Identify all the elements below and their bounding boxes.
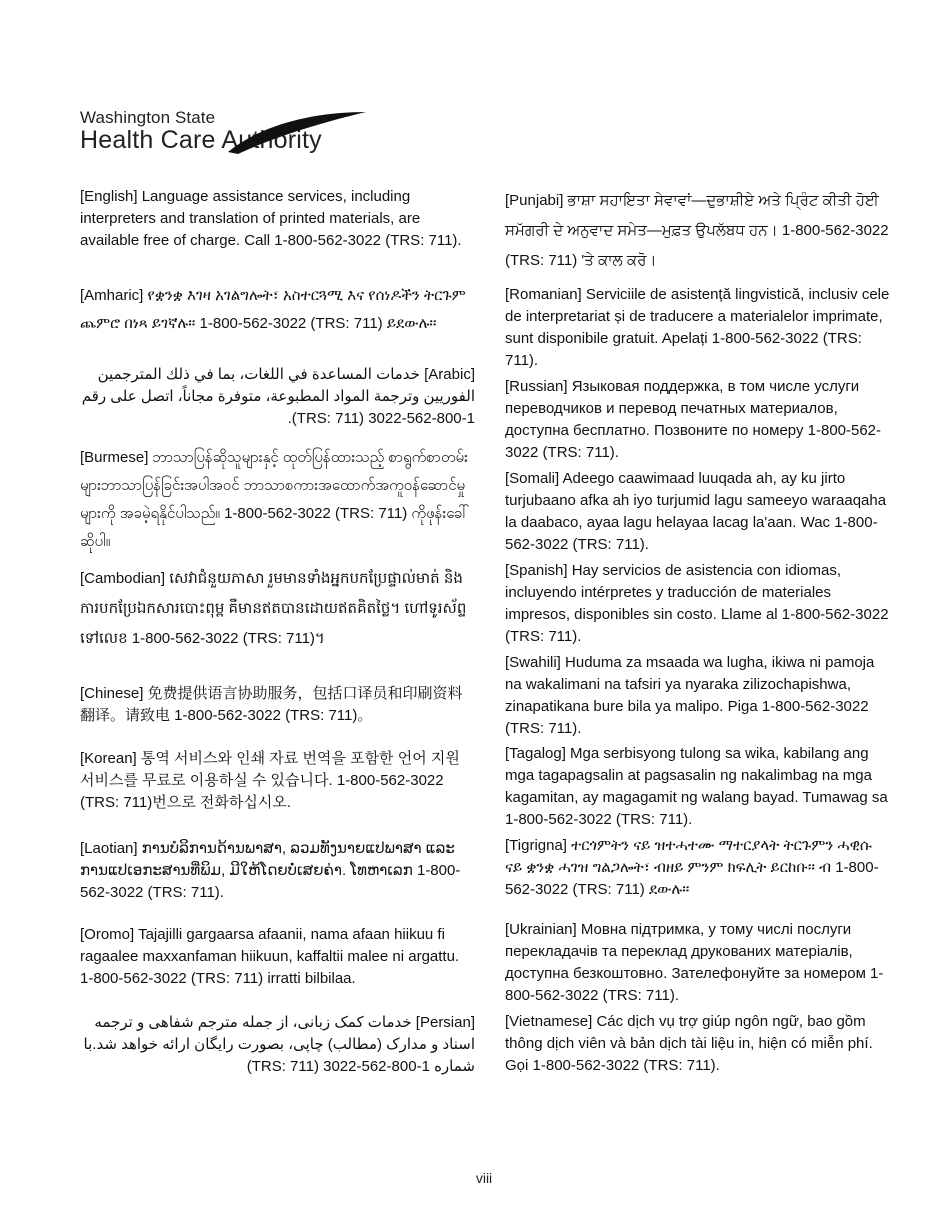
entry-cambodian: [Cambodian] សេវាជំនួយភាសា រួមមានទាំងអ្នកបកប្រែផ្ទាល់មាត់ និង ការបកប្រែឯកសារបោះពុម្ព គឺមានឥតបានដោយឥតគិតថ្លៃ។ ហៅទូរស័ព្ទទៅលេខ 1-800-562-3022 (TRS: 711)។ xyxy=(80,570,467,647)
entry-amharic: [Amharic] የቋንቋ እገዛ አገልግሎት፣ አስተርጓሚ እና የሰነዶችን ትርጉም ጨምሮ በነጻ ይገኛሉ፡፡ 1-800-562-3022 (TRS: 711) ይደውሉ፡፡ xyxy=(80,287,466,332)
entry-english: [English] Language assistance services, including interpreters and translation of printed materials, are available free of charge. Call 1-800-562-3022 (TRS: 711). xyxy=(80,188,462,249)
entry-korean: [Korean] 통역 서비스와 인쇄 자료 번역을 포함한 언어 지원 서비스를 무료로 이용하실 수 있습니다. 1-800-562-3022 (TRS: 711)번으로 전화하십시오. xyxy=(80,750,460,811)
entry-punjabi: [Punjabi] ਭਾਸ਼ਾ ਸਹਾਇਤਾ ਸੇਵਾਵਾਂ—ਦੁਭਾਸ਼ੀਏ ਅਤੇ ਪ੍ਰਿੰਟ ਕੀਤੀ ਹੋਈ ਸਮੱਗਰੀ ਦੇ ਅਨੁਵਾਦ ਸਮੇਤ—ਮੁਫ਼ਤ ਉਪਲੱਬਧ ਹਨ। 1-800-562-3022 (TRS: 711) 'ਤੇ ਕਾਲ ਕਰੋ। xyxy=(505,192,889,269)
entry-burmese: [Burmese] ဘာသာပြန်ဆိုသူများနှင့် ထုတ်ပြန်ထားသည့် စာရွက်စာတမ်းများဘာသာပြန်ခြင်းအပါအဝင် ဘာသာစကားအထောက်အကူဝန်ဆောင်မှုများကို အခမဲ့ရနိုင်ပါသည်။ 1-800-562-3022 (TRS: 711) ကိုဖုန်းခေါ်ဆိုပါ။ xyxy=(80,449,469,550)
entry-somali: [Somali] Adeego caawimaad luuqada ah, ay ku jirto turjubaano afka ah iyo turjumid lagu sameeyo waraaqaha la daabaco, ayaa lagu helayaa lacag la'aan. Wac 1-800-562-3022 (TRS: 711). xyxy=(505,470,887,553)
entry-laotian: [Laotian] ການບໍລິການດ້ານພາສາ, ລວມທັງນາຍແປພາສາ ແລະ ການແປເອກະສານທີ່ພິມ, ມີໃຫ້ໂດຍບໍ່ເສຍຄ່າ. ໂທຫາເລກ 1-800-562-3022 (TRS: 711). xyxy=(80,840,461,901)
hca-logo xyxy=(80,108,380,158)
logo-line-1: Washington State xyxy=(80,108,216,127)
entry-tigrigna: [Tigrigna] ተርጎምትን ናይ ዝተሓተሙ ማተርያላት ትርጉምን ሓዊሱ ናይ ቋንቋ ሓገዝ ግልጋሎት፣ ብዘይ ምንም ክፍሊት ይርከቡ፡፡ ብ 1-800-562-3022 (TRS: 711) ደውሉ፡፡ xyxy=(505,837,879,898)
entry-swahili: [Swahili] Huduma za msaada wa lugha, ikiwa ni pamoja na wakalimani na tafsiri ya nyaraka zilizochapishwa, zinapatikana bure bila ya malipo. Piga 1-800-562-3022 (TRS: 711). xyxy=(505,654,875,737)
entry-persian: [Persian] خدمات کمک زبانی، از جمله مترجم شفاهی و ترجمه اسناد و مدارک (مطالب) چاپی، بصورت رایگان ارائه خواهد شد.با شماره 1-800-562-3022 (TRS: 711) xyxy=(83,1014,475,1075)
page-number: viii xyxy=(475,1170,493,1186)
entry-ukrainian: [Ukrainian] Мовна підтримка, у тому числі послуги перекладачів та переклад друкованих матеріалів, доступна безкоштовно. Зателефонуйте за номером 1-800-562-3022 (TRS: 711). xyxy=(505,921,884,1004)
logo-line-2: Health Care Authority xyxy=(80,126,322,154)
entry-vietnamese: [Vietnamese] Các dịch vụ trợ giúp ngôn ngữ, bao gồm thông dịch viên và bản dịch tài liệu in, hiện có miễn phí. Gọi 1-800-562-3022 (TRS: 711). xyxy=(505,1013,873,1074)
entry-romanian: [Romanian] Serviciile de asistență lingvistică, inclusiv cele de interpretariat și de traducere a materialelor imprimate, sunt disponibile gratuit. Apelați 1-800-562-3022 (TRS: 711). xyxy=(505,286,890,369)
entry-oromo: [Oromo] Tajajilli gargaarsa afaanii, nama afaan hiikuu fi ragaalee maxxanfaman hiikuun, kaffaltii malee ni argattu. 1-800-562-3022 (TRS: 711) irratti bilbilaa. xyxy=(80,926,460,987)
entry-tagalog: [Tagalog] Mga serbisyong tulong sa wika, kabilang ang mga tagapagsalin at pagsasalin ng nakalimbag na mga kagamitan, ay magagamit ng walang bayad. Tumawag sa 1-800-562-3022 (TRS: 711). xyxy=(505,745,888,828)
entry-chinese: [Chinese] 免费提供语言协助服务，包括口译员和印刷资料翻译。请致电 1-800-562-3022 (TRS: 711)。 xyxy=(80,685,463,724)
logo-swoosh-icon xyxy=(220,108,370,158)
entry-spanish: [Spanish] Hay servicios de asistencia con idiomas, incluyendo intérpretes y traducción de materiales impresos, disponibles sin costo. Llame al 1-800-562-3022 (TRS: 711). xyxy=(505,562,889,645)
entry-arabic: [Arabic] خدمات المساعدة في اللغات، بما في ذلك المترجمين الفوريين وترجمة المواد المطبوعة، متوفرة مجاناً، اتصل على رقم 1-800-562-3022 (TRS: 711). xyxy=(81,366,475,427)
entry-russian: [Russian] Языковая поддержка, в том числе услуги переводчиков и перевод печатных материалов, доступна бесплатно. Позвоните по номеру 1-800-562-3022 (TRS: 711). xyxy=(505,378,882,461)
